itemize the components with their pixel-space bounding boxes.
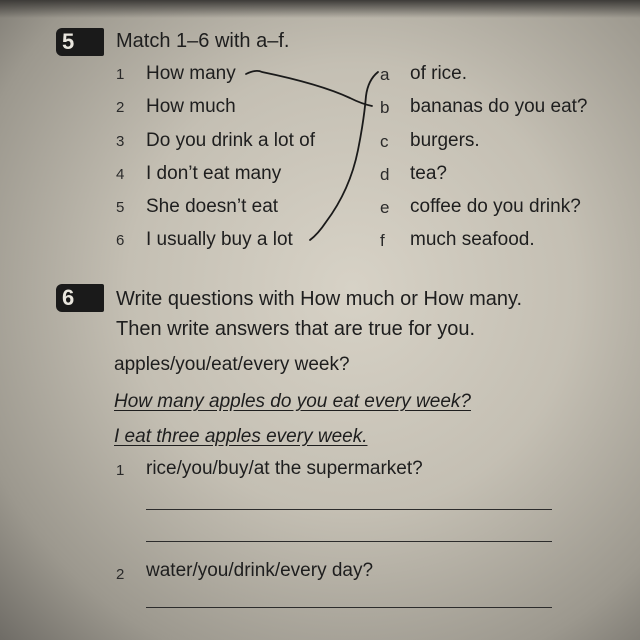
question-prompt: water/you/drink/every day?	[146, 560, 374, 581]
right-item-letter: c	[380, 132, 389, 151]
exercise-6-instruction-line1: Write questions with How much or How many.	[116, 288, 523, 310]
example-prompt: apples/you/eat/every week?	[114, 354, 350, 375]
left-item-number: 5	[116, 199, 125, 216]
right-item-letter: b	[380, 98, 390, 117]
exercise-6-instruction-line2: Then write answers that are true for you.	[116, 318, 476, 340]
right-item-text: coffee do you drink?	[410, 196, 581, 217]
answer-line[interactable]	[146, 541, 552, 542]
example-answer: I eat three apples every week.	[114, 426, 368, 447]
exercise-5-instruction: Match 1–6 with a–f.	[116, 30, 290, 52]
question-number: 1	[116, 462, 125, 479]
left-item-text: How much	[146, 96, 236, 117]
exercise-5-badge: 5	[56, 28, 104, 56]
right-item-letter: e	[380, 198, 390, 217]
left-item-text: She doesn’t eat	[146, 196, 279, 217]
left-item-text: I usually buy a lot	[146, 229, 293, 250]
left-item-number: 6	[116, 232, 125, 249]
right-item-text: of rice.	[410, 63, 468, 84]
answer-line[interactable]	[146, 509, 552, 510]
right-item-text: much seafood.	[410, 229, 535, 250]
right-item-letter: a	[380, 65, 390, 84]
left-item-number: 2	[116, 99, 125, 116]
right-item-letter: f	[380, 231, 385, 250]
right-item-text: tea?	[410, 163, 447, 184]
question-number: 2	[116, 566, 125, 583]
example-question: How many apples do you eat every week?	[114, 391, 471, 412]
right-item-text: bananas do you eat?	[410, 96, 588, 117]
right-item-text: burgers.	[410, 130, 480, 151]
exercise-6-badge: 6	[56, 284, 104, 312]
left-item-number: 1	[116, 66, 125, 83]
left-item-number: 3	[116, 133, 125, 150]
left-item-text: Do you drink a lot of	[146, 130, 315, 151]
left-item-text: How many	[146, 63, 236, 84]
question-prompt: rice/you/buy/at the supermarket?	[146, 458, 423, 479]
left-item-text: I don’t eat many	[146, 163, 282, 184]
answer-line[interactable]	[146, 607, 552, 608]
left-item-number: 4	[116, 166, 125, 183]
right-item-letter: d	[380, 165, 390, 184]
